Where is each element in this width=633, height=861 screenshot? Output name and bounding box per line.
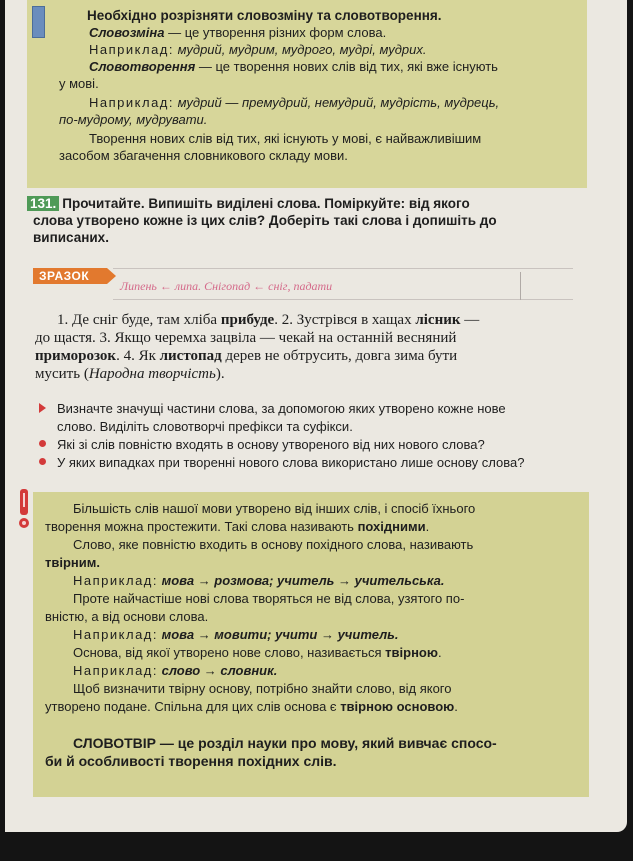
rule-text: творення можна простежити. Такі слова називають похідними. bbox=[45, 519, 430, 534]
dot-bullet-icon bbox=[39, 458, 46, 465]
rule-text: Більшість слів нашої мови утворено від інших слів, і спосіб їхнього bbox=[73, 501, 476, 516]
exercise-text: 1. Де сніг буде, там хліба прибуде. 2. Зустрівся в хащах лісник — bbox=[57, 312, 480, 328]
sample-label: ЗРАЗОК bbox=[33, 268, 107, 284]
definition-slovotvir: би й особливості творення похідних слів. bbox=[45, 753, 337, 769]
exercise-task: 131. Прочитайте. Випишіть виділені слова. Поміркуйте: від якого bbox=[27, 196, 470, 211]
rule-example: Наприклад: мова → розмова; учитель → учительська. bbox=[73, 573, 445, 588]
dot-bullet-icon bbox=[39, 440, 46, 447]
note-example: Наприклад: мудрий, мудрим, мудрого, мудрі, мудрих. bbox=[89, 42, 427, 57]
highlighted-word: лісник bbox=[415, 312, 461, 328]
question: слово. Виділіть словотворчі префікси та суфікси. bbox=[57, 419, 353, 434]
textbook-page bbox=[5, 0, 627, 832]
rule-text: утворено подане. Спільна для цих слів основа є твірною основою. bbox=[45, 699, 458, 714]
highlighted-word: прибуде bbox=[220, 312, 275, 328]
text-source: Народна творчість bbox=[88, 366, 216, 382]
exercise-text: мусить (Народна творчість). bbox=[35, 366, 225, 382]
bookmark-icon bbox=[32, 6, 45, 38]
note-line: засобом збагачення словникового складу мови. bbox=[59, 148, 348, 163]
exercise-text: до щастя. 3. Якщо черемха зацвіла — чекай на останній весняний bbox=[35, 330, 457, 346]
rule-text: Щоб визначити твірну основу, потрібно знайти слово, від якого bbox=[73, 681, 452, 696]
warning-icon bbox=[17, 489, 31, 531]
question: Визначте значущі частини слова, за допомогою яких утворено кожне нове bbox=[57, 401, 506, 416]
triangle-bullet-icon bbox=[39, 403, 46, 413]
rule-text: Слово, яке повністю входить в основу похідного слова, називають bbox=[73, 537, 474, 552]
exercise-task: слова утворено кожне із цих слів? Доберіть такі слова і допишіть до bbox=[33, 213, 497, 228]
rule-text: вністю, а від основи слова. bbox=[45, 609, 209, 624]
term-slovotvorennia: Словотворення bbox=[89, 59, 196, 74]
term-pokhidni: похідними bbox=[357, 519, 426, 534]
note-line: Словозміна — це утворення різних форм слова. bbox=[89, 25, 387, 40]
note-line: Словотворення — це творення нових слів від тих, які вже існують bbox=[89, 59, 498, 74]
exercise-text: приморозок. 4. Як листопад дерев не обтрусить, довга зима бути bbox=[35, 348, 458, 364]
rule-text: Проте найчастіше нові слова творяться не від слова, узятого по- bbox=[73, 591, 465, 606]
sample-text: Липень ← липа. Снігопад ← сніг, падати bbox=[120, 279, 333, 293]
highlighted-word: приморозок bbox=[35, 348, 117, 364]
note-line: у мові. bbox=[59, 76, 99, 91]
note-example: по-мудрому, мудрувати. bbox=[59, 112, 208, 127]
note-line: Творення нових слів від тих, які існують у мові, є найважливішим bbox=[89, 131, 482, 146]
definition-slovotvir: СЛОВОТВІР — це розділ науки про мову, який вивчає спосо- bbox=[73, 735, 497, 751]
note-example: Наприклад: мудрий — премудрий, немудрий, мудрість, мудрець, bbox=[89, 95, 500, 110]
term-tvirna: твірною bbox=[385, 645, 438, 660]
rule-example: Наприклад: слово → словник. bbox=[73, 663, 278, 678]
term-tvirne: твірним. bbox=[45, 555, 100, 570]
exercise-task: виписаних. bbox=[33, 230, 109, 245]
question: У яких випадках при творенні нового слова використано лише основу слова? bbox=[57, 455, 525, 470]
rule-text: Основа, від якої утворено нове слово, називається твірною. bbox=[73, 645, 442, 660]
question: Які зі слів повністю входять в основу утвореного від них нового слова? bbox=[57, 437, 485, 452]
rule-example: Наприклад: мова → мовити; учити → учитель. bbox=[73, 627, 399, 642]
note-heading: Необхідно розрізняти словозміну та словотворення. bbox=[87, 8, 442, 23]
highlighted-word: листопад bbox=[159, 348, 222, 364]
sample-arrow-icon bbox=[107, 268, 116, 284]
exercise-number: 131. bbox=[27, 196, 59, 211]
term-slovozmina: Словозміна bbox=[89, 25, 165, 40]
term-tvirna-osnova: твірною основою bbox=[340, 699, 455, 714]
handwriting-margin bbox=[520, 272, 521, 300]
